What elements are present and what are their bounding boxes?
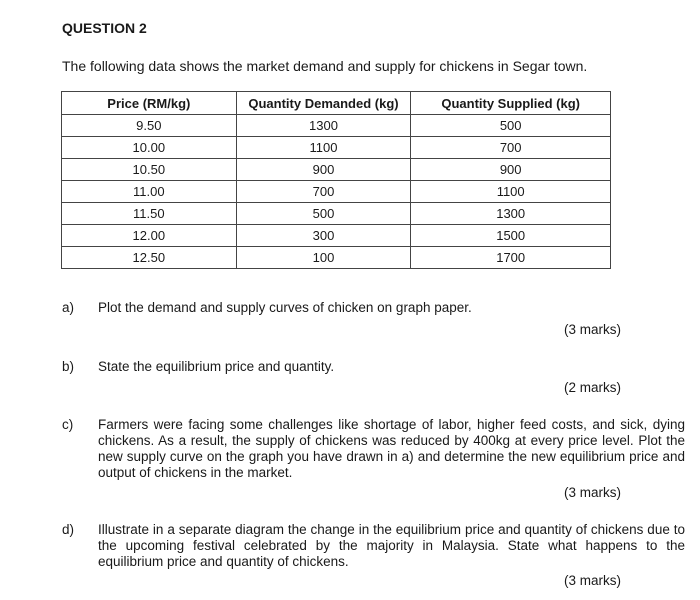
market-data-table [61, 91, 611, 269]
table-row [62, 181, 611, 203]
supplied-cell: 700 [411, 137, 611, 159]
table-row [62, 137, 611, 159]
question-a-text: Plot the demand and supply curves of chicken on graph paper. [98, 300, 472, 315]
intro-text: The following data shows the market demand and supply for chickens in Segar town. [62, 58, 588, 74]
header-price: Price (RM/kg) [62, 92, 237, 115]
table-row [62, 115, 611, 137]
question-b-text: State the equilibrium price and quantity. [98, 359, 335, 374]
price-cell: 10.00 [62, 137, 237, 159]
question-d-marks: (3 marks) [564, 573, 621, 588]
price-cell: 12.00 [62, 225, 237, 247]
demanded-cell: 1300 [236, 115, 411, 137]
price-cell: 10.50 [62, 159, 237, 181]
question-c-marks: (3 marks) [564, 485, 621, 500]
supplied-cell: 500 [411, 115, 611, 137]
demanded-cell: 500 [236, 203, 411, 225]
price-cell: 12.50 [62, 247, 237, 269]
question-a-label: a) [62, 300, 75, 315]
header-quantity-supplied: Quantity Supplied (kg) [411, 92, 611, 115]
supplied-cell: 1100 [411, 181, 611, 203]
price-cell: 11.50 [62, 203, 237, 225]
price-cell: 9.50 [62, 115, 237, 137]
question-d-text: Illustrate in a separate diagram the change in the equilibrium price and quantity of chickens due to the upcoming festival celebrated by the majority in Malaysia. State what happens to the equilibrium price and quantity of chickens. [98, 522, 685, 569]
question-title: QUESTION 2 [62, 20, 147, 36]
question-d-label: d) [62, 522, 75, 537]
demanded-cell: 1100 [236, 137, 411, 159]
question-b-label: b) [62, 359, 75, 374]
demanded-cell: 900 [236, 159, 411, 181]
table-row [62, 159, 611, 181]
table-row [62, 203, 611, 225]
supplied-cell: 1500 [411, 225, 611, 247]
question-a-marks: (3 marks) [564, 322, 621, 337]
table-row [62, 225, 611, 247]
header-quantity-demanded: Quantity Demanded (kg) [236, 92, 411, 115]
question-c-text: Farmers were facing some challenges like shortage of labor, higher feed costs, and sick, dying chickens. As a result, the supply of chickens was reduced by 400kg at every price level. Plot the new supply curve on the graph you have drawn in a) and determine the new equilibrium price and output of chickens in the market. [98, 417, 685, 480]
question-b-marks: (2 marks) [564, 380, 621, 395]
demanded-cell: 700 [236, 181, 411, 203]
supplied-cell: 1300 [411, 203, 611, 225]
table-row [62, 247, 611, 269]
price-cell: 11.00 [62, 181, 237, 203]
demanded-cell: 300 [236, 225, 411, 247]
supplied-cell: 1700 [411, 247, 611, 269]
supplied-cell: 900 [411, 159, 611, 181]
question-c-label: c) [62, 417, 74, 432]
table-header-row [62, 92, 611, 115]
demanded-cell: 100 [236, 247, 411, 269]
